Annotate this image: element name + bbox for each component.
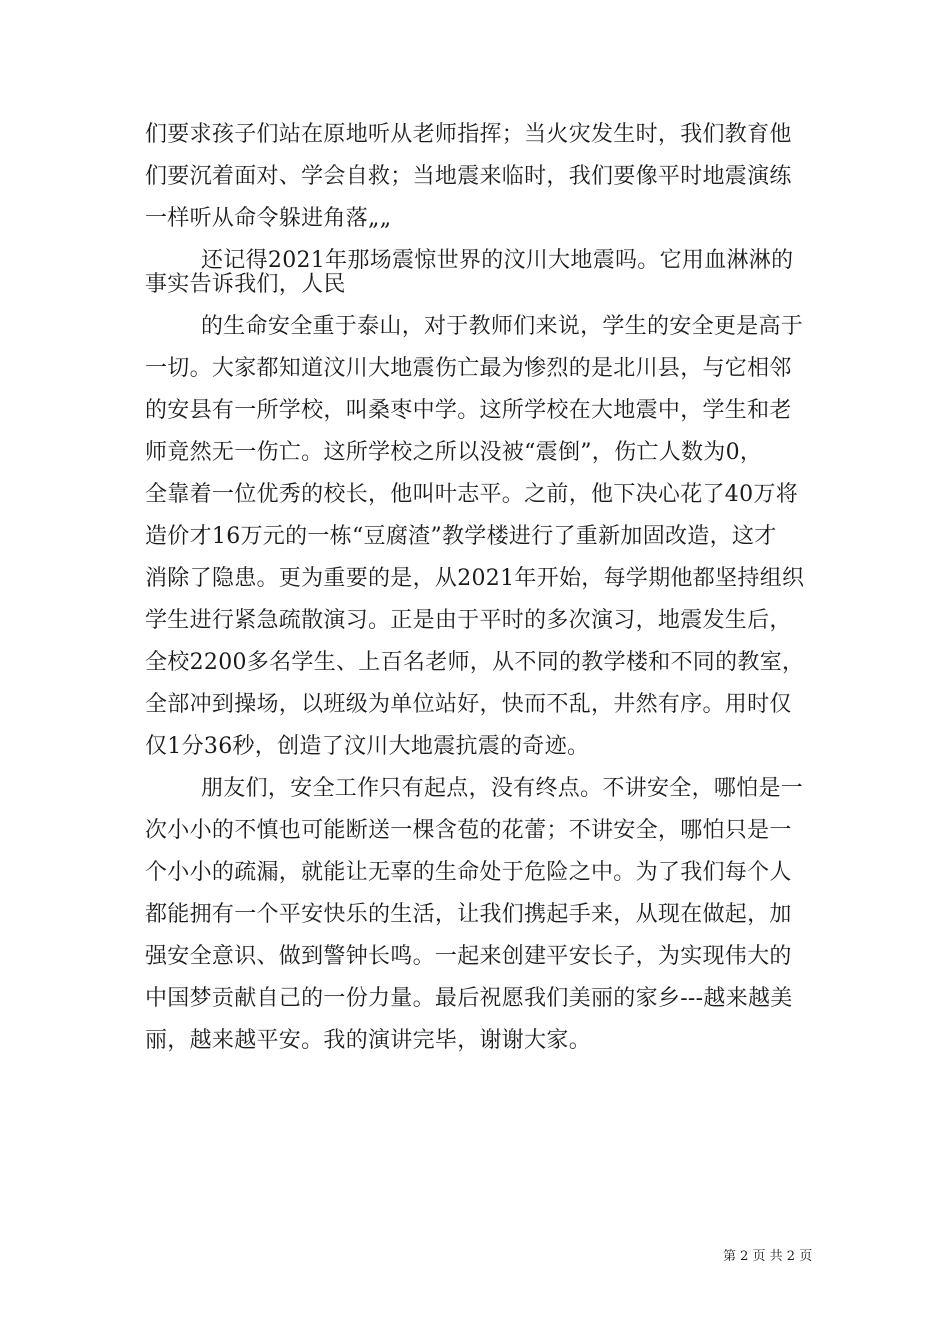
text-line: 的安县有一所学校，叫桑枣中学。这所学校在大地震中，学生和老 — [145, 398, 792, 423]
text-line: 们要求孩子们站在原地听从老师指挥；当火灾发生时，我们教育他 — [145, 122, 792, 147]
text-line: 全部冲到操场，以班级为单位站好，快而不乱，井然有序。用时仅 — [145, 692, 792, 717]
text-line: 们要沉着面对、学会自救；当地震来临时，我们要像平时地震演练 — [145, 164, 792, 189]
text-line: 朋友们，安全工作只有起点，没有终点。不讲安全，哪怕是一 — [201, 776, 804, 801]
text-line: 个小小的疏漏，就能让无辜的生命处于危险之中。为了我们每个人 — [145, 860, 792, 885]
text-line: 师竟然无一伤亡。这所学校之所以没被“震倒”，伤亡人数为0， — [145, 440, 763, 465]
text-line: 造价才16万元的一栋“豆腐渣”教学楼进行了重新加固改造，这才 — [145, 524, 777, 549]
text-line: 丽，越来越平安。我的演讲完毕，谢谢大家。 — [145, 1028, 592, 1053]
text-line: 中国梦贡献自己的一份力量。最后祝愿我们美丽的家乡---越来越美 — [145, 986, 793, 1011]
text-line: 次小小的不慎也可能断送一棵含苞的花蕾；不讲安全，哪怕只是一 — [145, 818, 792, 843]
page-number: 第 2 页 共 2 页 — [723, 1249, 813, 1264]
text-line: 事实告诉我们，人民 — [145, 272, 346, 297]
text-line: 一样听从命令躲进角落„„ — [145, 206, 392, 231]
text-line: 还记得2021年那场震惊世界的汶川大地震吗。它用血淋淋的 — [201, 248, 794, 273]
text-line: 学生进行紧急疏散演习。正是由于平时的多次演习，地震发生后， — [145, 608, 792, 633]
text-line: 全校2200多名学生、上百名老师，从不同的教学楼和不同的教室， — [145, 650, 805, 675]
text-line: 消除了隐患。更为重要的是，从2021年开始，每学期他都坚持组织 — [145, 566, 805, 591]
text-line: 一切。大家都知道汶川大地震伤亡最为惨烈的是北川县，与它相邻 — [145, 356, 792, 381]
text-line: 的生命安全重于泰山，对于教师们来说，学生的安全更是高于 — [201, 314, 804, 339]
text-line: 强安全意识、做到警钟长鸣。一起来创建平安长子，为实现伟大的 — [145, 944, 792, 969]
text-line: 全靠着一位优秀的校长，他叫叶志平。之前，他下决心花了40万将 — [145, 482, 798, 507]
text-line: 都能拥有一个平安快乐的生活，让我们携起手来，从现在做起，加 — [145, 902, 792, 927]
text-line: 仅1分36秒，创造了汶川大地震抗震的奇迹。 — [145, 734, 590, 759]
